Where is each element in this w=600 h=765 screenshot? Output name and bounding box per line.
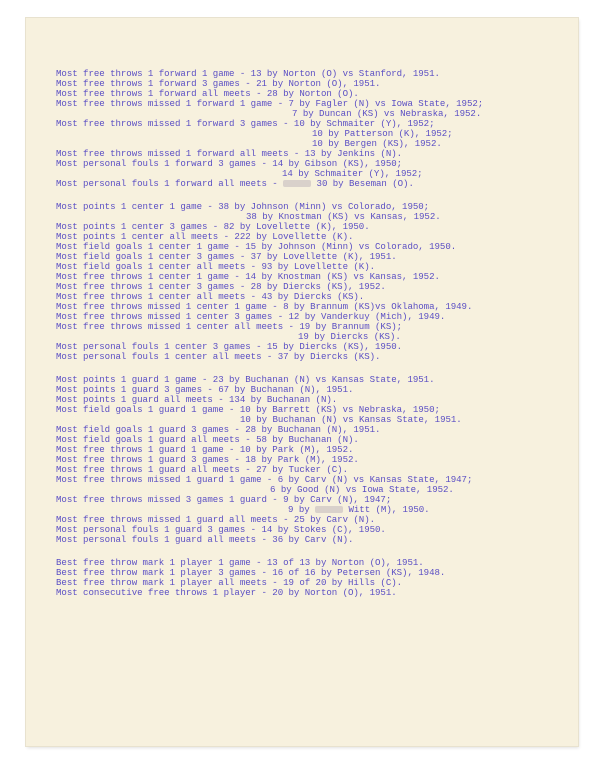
record-line: Most free throws missed 1 guard all meets - 25 by Carv (N). — [56, 514, 376, 525]
record-line: Most points 1 center 3 games - 82 by Lovellette (K), 1950. — [56, 221, 370, 232]
record-line: Most free throws missed 1 forward 3 games - 10 by Schmaiter (Y), 1952; — [56, 118, 435, 129]
records-list — [26, 18, 578, 746]
record-line: Best free throw mark 1 player all meets - 19 of 20 by Hills (C). — [56, 577, 403, 588]
record-line: Most free throws 1 guard all meets - 27 by Tucker (C). — [56, 464, 348, 475]
record-line: Most free throws missed 1 center 1 game - 8 by Brannum (KS)vs Oklahoma, 1949. — [56, 301, 473, 312]
record-line: Most field goals 1 guard all meets - 58 by Buchanan (N). — [56, 434, 359, 445]
record-line: Most field goals 1 center all meets - 93 by Lovellette (K). — [56, 261, 376, 272]
record-line-continuation: 10 by Buchanan (N) vs Kansas State, 1951. — [240, 414, 462, 425]
record-line-start: 9 by — [288, 504, 310, 515]
record-line: Most free throws missed 1 center all meets - 19 by Brannum (KS); — [56, 321, 403, 332]
record-line: Most points 1 center 1 game - 38 by Johnson (Minn) vs Colorado, 1950; — [56, 201, 430, 212]
record-line-continuation: 19 by Diercks (KS). — [298, 331, 401, 342]
record-line: Most field goals 1 guard 3 games - 28 by Buchanan (N), 1951. — [56, 424, 381, 435]
record-line: Most free throws 1 forward 1 game - 13 by Norton (O) vs Stanford, 1951. — [56, 68, 440, 79]
record-line: Most free throws missed 1 guard 1 game - 6 by Carv (N) vs Kansas State, 1947; — [56, 474, 473, 485]
record-line-continuation: 10 by Bergen (KS), 1952. — [312, 138, 442, 149]
record-line: Most free throws missed 1 forward all meets - 13 by Jenkins (N). — [56, 148, 403, 159]
record-line: Most free throws missed 1 center 3 games - 12 by Vanderkuy (Mich), 1949. — [56, 311, 446, 322]
record-line: Best free throw mark 1 player 3 games - 16 of 16 by Petersen (KS), 1948. — [56, 567, 446, 578]
record-line: Most personal fouls 1 guard all meets - 36 by Carv (N). — [56, 534, 354, 545]
record-line: Most free throws 1 guard 1 game - 10 by Park (M), 1952. — [56, 444, 354, 455]
record-line-end: 30 by Beseman (O). — [316, 178, 414, 189]
record-line: Most personal fouls 1 center 3 games - 15 by Diercks (KS), 1950. — [56, 341, 403, 352]
typed-page — [26, 18, 578, 746]
record-line: Most free throws 1 forward all meets - 28 by Norton (O). — [56, 88, 359, 99]
record-line: Most points 1 guard 3 games - 67 by Buchanan (N), 1951. — [56, 384, 354, 395]
smudge-mark — [283, 180, 311, 187]
record-line: Most free throws 1 forward 3 games - 21 by Norton (O), 1951. — [56, 78, 381, 89]
record-line-end: Witt (M), 1950. — [348, 504, 430, 515]
record-line — [56, 179, 414, 189]
record-line-continuation: 38 by Knostman (KS) vs Kansas, 1952. — [246, 211, 441, 222]
record-line-continuation: 6 by Good (N) vs Iowa State, 1952. — [270, 484, 454, 495]
record-line: Most free throws missed 3 games 1 guard - 9 by Carv (N), 1947; — [56, 494, 392, 505]
record-line-continuation: 10 by Patterson (K), 1952; — [312, 128, 453, 139]
record-line: Most personal fouls 1 forward 3 games - 14 by Gibson (KS), 1950; — [56, 158, 403, 169]
record-line: Most free throws 1 center 1 game - 14 by Knostman (KS) vs Kansas, 1952. — [56, 271, 440, 282]
record-line: Most free throws 1 guard 3 games - 18 by Park (M), 1952. — [56, 454, 359, 465]
record-line: Most personal fouls 1 guard 3 games - 14 by Stokes (C), 1950. — [56, 524, 386, 535]
record-line: Most consecutive free throws 1 player - 20 by Norton (O), 1951. — [56, 587, 397, 598]
record-line: Most points 1 center all meets - 222 by Lovellette (K). — [56, 231, 354, 242]
record-line-continuation: 14 by Schmaiter (Y), 1952; — [282, 168, 423, 179]
record-line: Most field goals 1 guard 1 game - 10 by Barrett (KS) vs Nebraska, 1950; — [56, 404, 440, 415]
record-line: Most field goals 1 center 1 game - 15 by Johnson (Minn) vs Colorado, 1950. — [56, 241, 457, 252]
record-line: Most personal fouls 1 center all meets - 37 by Diercks (KS). — [56, 351, 381, 362]
record-line: Most points 1 guard all meets - 134 by Buchanan (N). — [56, 394, 338, 405]
smudge-mark — [315, 506, 343, 513]
record-line: Most free throws 1 center all meets - 43 by Diercks (KS). — [56, 291, 365, 302]
record-line-start: Most personal fouls 1 forward all meets - — [56, 178, 278, 189]
record-line: Most points 1 guard 1 game - 23 by Buchanan (N) vs Kansas State, 1951. — [56, 374, 435, 385]
record-line: Most free throws missed 1 forward 1 game - 7 by Fagler (N) vs Iowa State, 1952; — [56, 98, 484, 109]
record-line: Most field goals 1 center 3 games - 37 by Lovellette (K), 1951. — [56, 251, 397, 262]
record-line: Best free throw mark 1 player 1 game - 13 of 13 by Norton (O), 1951. — [56, 557, 424, 568]
record-line-continuation: 7 by Duncan (KS) vs Nebraska, 1952. — [292, 108, 482, 119]
record-line: Most free throws 1 center 3 games - 28 by Diercks (KS), 1952. — [56, 281, 386, 292]
